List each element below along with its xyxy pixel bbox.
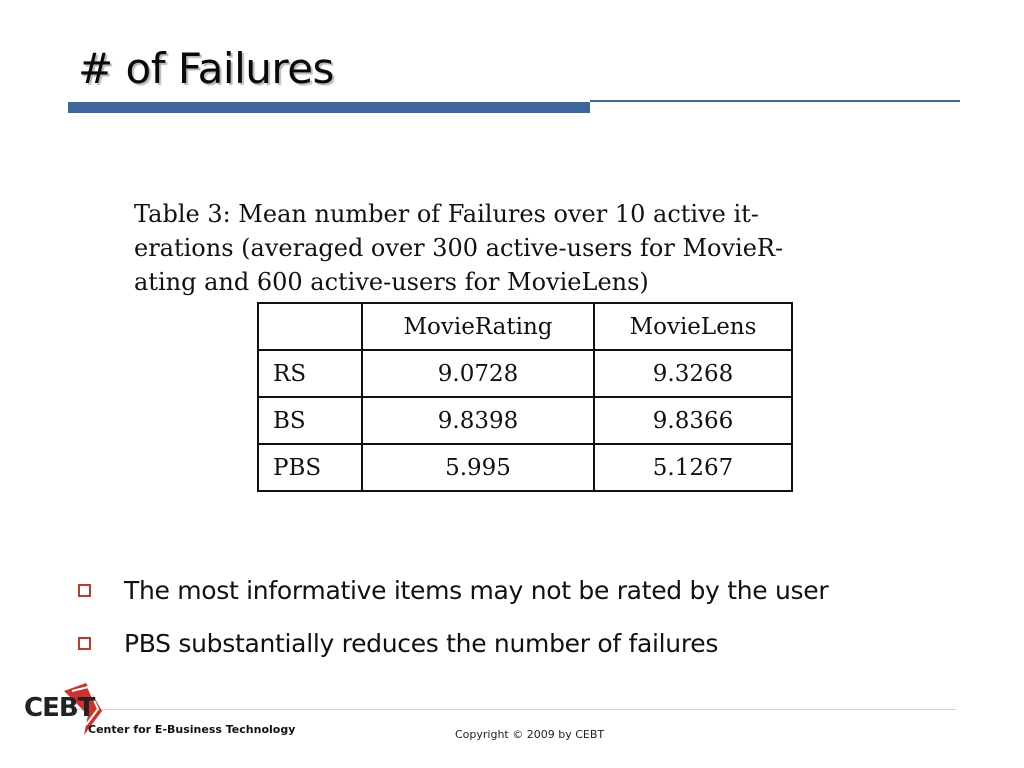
table-header-cell: MovieLens — [594, 303, 792, 350]
table-row — [258, 350, 792, 397]
table-header-cell — [258, 303, 362, 350]
bullet-item — [78, 564, 828, 617]
table-header-cell: MovieRating — [362, 303, 594, 350]
table-cell: 9.8366 — [594, 397, 792, 444]
table-row-label: RS — [258, 350, 362, 397]
bullet-list — [78, 564, 828, 670]
results-table — [257, 302, 793, 492]
square-bullet-icon — [78, 584, 91, 597]
table-cell: 9.8398 — [362, 397, 594, 444]
table-row-label: BS — [258, 397, 362, 444]
table-header-row — [258, 303, 792, 350]
logo-text: CEBT — [24, 693, 95, 723]
title-underline-thin — [590, 100, 960, 102]
bullet-text: PBS substantially reduces the number of failures — [124, 629, 719, 658]
table-row-label: PBS — [258, 444, 362, 491]
table-row — [258, 397, 792, 444]
bullet-text: The most informative items may not be rated by the user — [124, 576, 829, 605]
table-cell: 5.1267 — [594, 444, 792, 491]
caption-line: erations (averaged over 300 active-users for MovieR- — [134, 234, 784, 262]
caption-line: Table 3: Mean number of Failures over 10 active it- — [134, 200, 759, 228]
slide-title: # of Failures — [78, 44, 334, 93]
table-cell: 9.0728 — [362, 350, 594, 397]
caption-line: ating and 600 active-users for MovieLens) — [134, 268, 649, 296]
copyright-text: Copyright © 2009 by CEBT — [455, 728, 605, 741]
bullet-item — [78, 617, 828, 670]
footer-divider — [70, 709, 956, 710]
table-row — [258, 444, 792, 491]
square-bullet-icon — [78, 637, 91, 650]
table-cell: 9.3268 — [594, 350, 792, 397]
title-underline-thick — [68, 102, 590, 113]
organization-name: Center for E-Business Technology — [88, 723, 296, 736]
table-caption — [134, 197, 924, 299]
table-cell: 5.995 — [362, 444, 594, 491]
